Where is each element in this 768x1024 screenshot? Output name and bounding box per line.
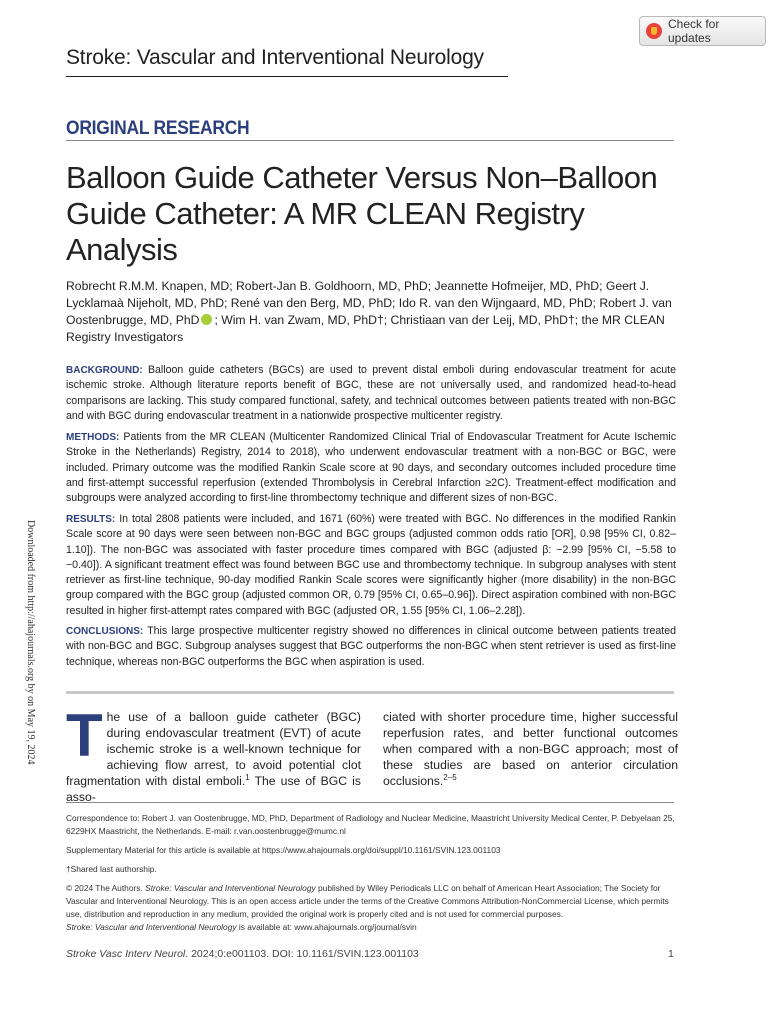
footnote-divider <box>66 802 674 803</box>
shared-authorship-note: †Shared last authorship. <box>66 864 157 874</box>
crossmark-icon <box>646 23 662 39</box>
body-col1-text: he use of a balloon guide catheter (BGC) during endovascular treatment (EVT) of acute ischemic stroke is a well-known technique for achieving flow arrest, to avoid potential clot fragmentation with distal emboli. <box>66 710 361 788</box>
results-heading: RESULTS: <box>66 514 116 525</box>
conclusions-text: This large prospective multicenter registry showed no differences in clinical outcome between patients treated with non-BGC and BGC. Subgroup analyses suggest that BGC outperforms the non-BGC when stent retriever is used as first-line technique, whereas non-BGC outperforms the BGC when aspiration is used. <box>66 625 676 668</box>
availability-journal: Stroke: Vascular and Interventional Neurology <box>66 922 237 932</box>
conclusions-heading: CONCLUSIONS: <box>66 626 144 637</box>
abstract-divider <box>66 691 674 694</box>
footnotes <box>66 812 678 940</box>
body-col1-tail: The use of BGC is asso- <box>66 774 361 804</box>
page-number: 1 <box>668 948 674 960</box>
methods-heading: METHODS: <box>66 432 120 443</box>
orcid-icon[interactable] <box>201 314 212 325</box>
copyright-prefix: © 2024 The Authors. <box>66 883 146 893</box>
body-column-1 <box>66 702 361 805</box>
body-column-2 <box>383 709 678 789</box>
supplementary-note: Supplementary Material for this article is available at https://www.ahajournals.org/doi/suppl/10.1161/SVIN.123.001103 <box>66 845 501 855</box>
body-col2-text: ciated with shorter procedure time, higher successful reperfusion rates, and better functional outcomes when compared with a non-BGC approach; most of these studies are based on anterior circulation occlusions. <box>383 710 678 788</box>
availability-note <box>66 921 678 934</box>
abstract-methods <box>66 430 676 506</box>
check-for-updates-label: Check for updates <box>668 17 720 45</box>
check-for-updates-button[interactable] <box>639 16 766 46</box>
authors-part1: Robrecht R.M.M. Knapen, MD; Robert-Jan B. Goldhoorn, MD, PhD; Jeannette Hofmeijer, MD, PhD; Geert J. Lycklamaà Nijeholt, MD, PhD; René van den Berg, MD, PhD; Ido R. van den Wijngaard, MD, PhD; Robert J. van Oostenbrugge, MD, PhD <box>66 279 672 327</box>
download-watermark: Downloaded from http://ahajournals.org by on May 19, 2024 <box>25 520 36 765</box>
page-footer-citation <box>66 948 419 960</box>
citation-journal: Stroke Vasc Interv Neurol. <box>66 948 189 960</box>
abstract-background <box>66 363 676 424</box>
background-heading: BACKGROUND: <box>66 365 143 376</box>
background-text: Balloon guide catheters (BGCs) are used to prevent distal emboli during endovascular treatment for acute ischemic stroke. Although literature reports benefit of BGC, these are not universally used, and randomized head-to-head comparisons are lacking. This study compared functional, safety, and technical outcomes between patients treated with non-BGC and with BGC during endovascular treatment in a nationwide prospective multicenter registry. <box>66 364 676 422</box>
availability-text: is available at: www.ahajournals.org/journal/svin <box>236 922 417 932</box>
methods-text: Patients from the MR CLEAN (Multicenter Randomized Clinical Trial of Endovascular Treatment for Acute Ischemic Stroke in the Netherlands) Registry, 2014 to 2018), who underwent endovascular treatment with a non-BGC or BGC, were included. Primary outcome was the modified Rankin Scale score at 90 days, and secondary outcomes included procedure time and first-attempt successful reperfusion (extended Thrombolysis in Cerebral Infarction ≥2C). Treatment-effect modification and subgroups were analyzed according to first-line thrombectomy technique and different sizes of non-BGC. <box>66 431 676 505</box>
section-divider <box>66 140 674 141</box>
results-text: In total 2808 patients were included, and 1671 (60%) were treated with BGC. No differences in the modified Rankin Scale score at 90 days were seen between non-BGC and BGC groups (adjusted common odds ratio [OR], 0.98 [95% CI, 0.82–1.10]). The non-BGC was associated with faster procedure times compared with BGC (adjusted β: −2.99 [95% CI, −5.58 to −0.40]). A significant treatment effect was found between BGC use and thrombectomy technique. In subgroup analyses with stent retriever as first-line technique, 90-day modified Rankin Scale scores were significantly higher (more disability) in the non-BGC group compared with the BGC group (adjusted common OR, 0.79 [95% CI, 0.65–0.96]). Direct aspiration combined with non-BGC resulted in higher first-attempt rates compared with BGC (adjusted OR, 1.55 [95% CI, 1.06–2.28]). <box>66 513 676 617</box>
author-list <box>66 278 676 346</box>
journal-name: Stroke: Vascular and Interventional Neurology <box>66 46 508 77</box>
citation-text: 2024;0:e001103. DOI: 10.1161/SVIN.123.001103 <box>188 948 419 960</box>
reference-2-5[interactable]: 2–5 <box>443 772 457 782</box>
copyright-note <box>66 882 678 921</box>
drop-cap: T <box>66 702 103 769</box>
article-title: Balloon Guide Catheter Versus Non–Balloon Guide Catheter: A MR CLEAN Registry Analysis <box>66 160 658 267</box>
abstract-conclusions <box>66 624 676 670</box>
abstract-results <box>66 512 676 619</box>
reference-1[interactable]: 1 <box>245 772 250 782</box>
section-label: ORIGINAL RESEARCH <box>66 118 250 139</box>
copyright-text: published by Wiley Periodicals LLC on behalf of American Heart Association; The Society for Vascular and Interventional Neurology. This is an open access article under the terms of the Creative Commons Attribution-NonCommercial License, which permits use, distribution and reproduction in any medium, provided the original work is properly cited and is not used for commercial purposes. <box>66 883 669 919</box>
correspondence-note: Correspondence to: Robert J. van Oostenbrugge, MD, PhD, Department of Radiology and Nuclear Medicine, Maastricht University Medical Center, P. Debyelaan 25, 6229HX Maastricht, the Netherlands. E-mail: r.van.oostenbrugge@mumc.nl <box>66 813 675 836</box>
authors-part2: ; Wim H. van Zwam, MD, PhD†; Christiaan van der Leij, MD, PhD†; the MR CLEAN Registry Investigators <box>66 313 665 344</box>
copyright-journal: Stroke: Vascular and Interventional Neurology <box>145 883 316 893</box>
